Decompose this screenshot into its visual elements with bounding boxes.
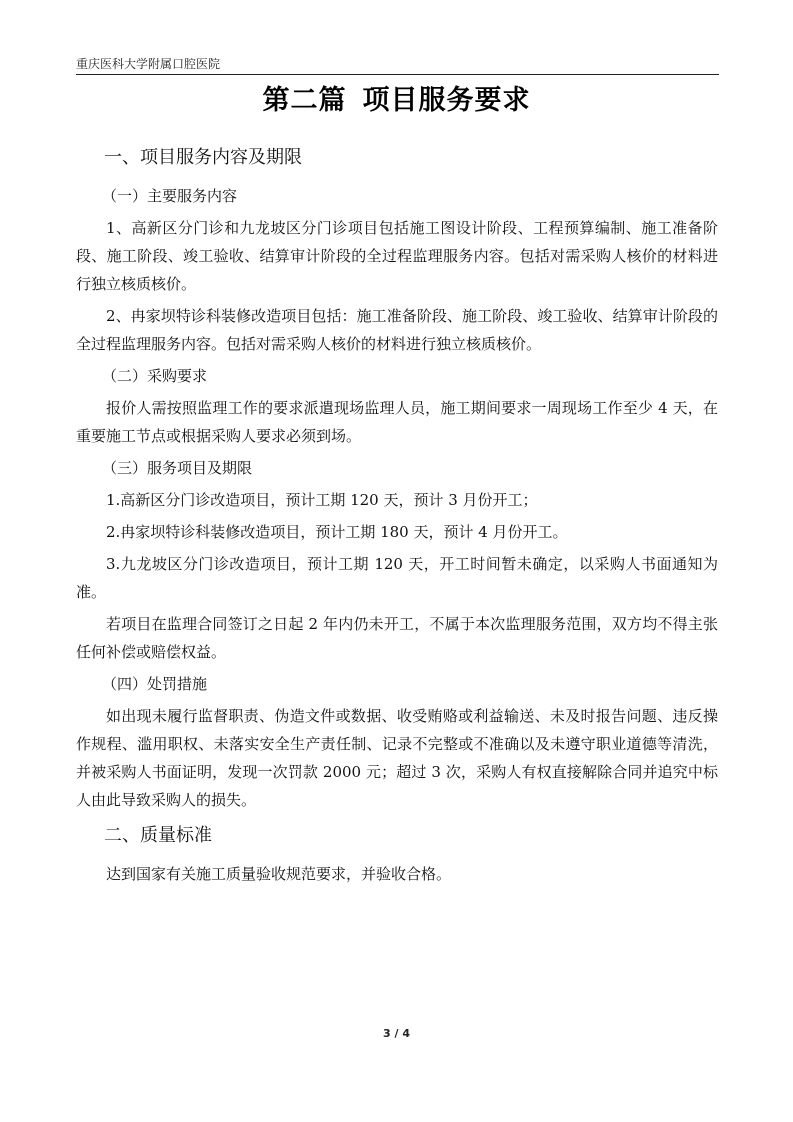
paragraph: 报价人需按照监理工作的要求派遣现场监理人员，施工期间要求一周现场工作至少 4 天，在重要施工节点或根据采购人要求必须到场。 [76, 399, 718, 445]
paragraph: 如出现未履行监督职责、伪造文件或数据、收受贿赂或利益输送、未及时报告问题、违反操作规程、滥用职权、未落实安全生产责任制、记录不完整或不准确以及未遵守职业道德等清洗，并被采购人书面证明，发现一次罚款 2000 元；超过 3 次，采购人有权直接解除合同并追究中标人由此导致采购人的损失。 [76, 707, 718, 809]
header-hospital-name: 重庆医科大学附属口腔医院 [76, 57, 221, 71]
paragraph: 2.冉家坝特诊科装修改造项目，预计工期 180 天，预计 4 月份开工。 [106, 523, 568, 541]
page-number: 3 / 4 [383, 1027, 410, 1040]
header-divider [76, 74, 719, 75]
section-heading-2: 二、质量标准 [104, 825, 212, 846]
title-text: 项目服务要求 [362, 85, 531, 116]
subsection-heading-main-content: （一）主要服务内容 [102, 187, 238, 205]
page-title [0, 78, 793, 117]
document-body [76, 144, 718, 892]
paragraph: 达到国家有关施工质量验收规范要求，并验收合格。 [106, 865, 452, 883]
subsection-heading-schedule: （三）服务项目及期限 [102, 459, 253, 477]
paragraph: 2、冉家坝特诊科装修改造项目包括：施工准备阶段、施工阶段、竣工验收、结算审计阶段的全过程监理服务内容。包括对需采购人核价的材料进行独立核质核价。 [76, 307, 718, 353]
subsection-heading-procurement: （二）采购要求 [102, 367, 208, 385]
paragraph: 若项目在监理合同签订之日起 2 年内仍未开工，不属于本次监理服务范围，双方均不得主张任何补偿或赔偿权益。 [76, 615, 718, 661]
section-heading-1: 一、项目服务内容及期限 [104, 147, 302, 168]
paragraph: 1.高新区分门诊改造项目，预计工期 120 天，预计 3 月份开工； [106, 491, 538, 509]
title-part-label: 第二篇 [262, 85, 347, 116]
subsection-heading-penalties: （四）处罚措施 [102, 675, 208, 693]
paragraph: 3.九龙坡区分门诊改造项目，预计工期 120 天，开工时间暂未确定，以采购人书面通知为准。 [76, 555, 718, 601]
paragraph: 1、高新区分门诊和九龙坡区分门诊项目包括施工图设计阶段、工程预算编制、施工准备阶段、施工阶段、竣工验收、结算审计阶段的全过程监理服务内容。包括对需采购人核价的材料进行独立核质核价。 [76, 219, 718, 293]
